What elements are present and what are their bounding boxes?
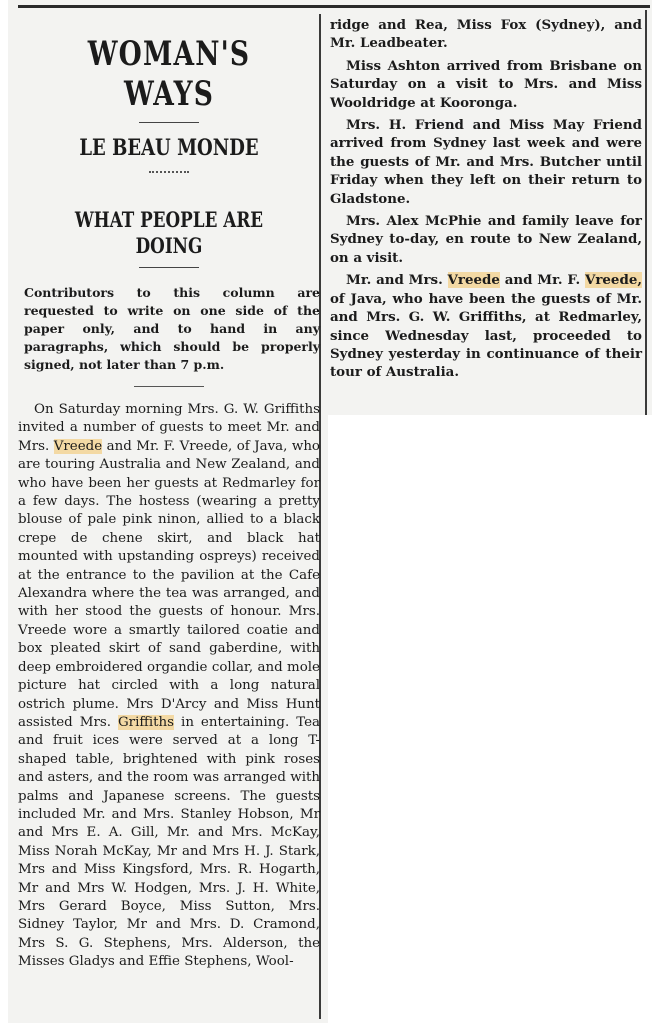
social-note: Mrs. H. Friend and Miss May Friend arrived from Sydney last week and were the guests of Mr. and Mrs. Butcher until Friday when they left on their return to Gladstone. (330, 117, 642, 207)
paragraph-text: of Java, who have been the guests of Mr. and Mrs. G. W. Griffiths, at Redmarley, since Wednesday last, proceeded to Sydney yesterday in continuance of their tour of Australia. (330, 290, 642, 381)
paragraph-text: and Mr. F. Vreede, of Java, who are touring Australia and New Zealand, and who have been her guests at Redmarley for a few days. The hostess (wearing a pretty blouse of pale pink ninon, allied to a black crepe de chene skirt, and black hat mounted with upstanding ospreys) received at the entrance to the pavilion at the Cafe Alexandra where the tea was arranged, and with her stood the guests of honour. Mrs. Vreede wore a smartly tailored coatie and box pleated skirt of sand gaberdine, with deep embroidered organdie collar, and mole picture hat circled with a long natural ostrich plume. Mrs D'Arcy and Miss Hunt assisted Mrs. (18, 438, 320, 730)
contributors-notice: Contributors to this column are requested to write on one side of the paper only, and to hand in any paragraphs, which should be properly signed, not later than 7 p.m. (24, 285, 320, 372)
highlighted-term: Vreede (53, 438, 103, 454)
social-note: Mrs. Alex McPhie and family leave for Sydney to-day, en route to New Zealand, on a visit. (330, 213, 642, 266)
social-note (330, 271, 642, 381)
heading-rule (139, 122, 199, 123)
blank-area (328, 415, 652, 1023)
top-rule (18, 5, 650, 8)
paragraph-text: and Mr. F. (499, 272, 585, 289)
heading-main: WOMAN'S WAYS (87, 34, 251, 114)
heading-rule-2 (139, 267, 199, 268)
paragraph-text: in entertaining. Tea and fruit ices were served at a long T-shaped table, brightened with pink roses and asters, and the room was arranged with palms and Japanese screens. The guests included Mr. and Mrs. Stanley Hobson, Mr and Mrs E. A. Gill, Mr. and Mrs. McKay, Miss Norah McKay, Mr and Mrs H. J. Stark, Mrs and Miss Kingsford, Mrs. R. Hogarth, Mr and Mrs W. Hodgen, Mrs. J. H. White, Mrs Gerard Boyce, Miss Sutton, Mrs. Sidney Taylor, Mr and Mrs. D. Cramond, Mrs S. G. Stephens, Mrs. Alderson, the Misses Gladys and Effie Stephens, Wool- (18, 714, 320, 970)
article-paragraph (18, 401, 320, 972)
left-column (18, 24, 320, 972)
right-column-edge (645, 10, 647, 415)
notice-rule (134, 386, 204, 387)
social-note: Miss Ashton arrived from Brisbane on Saturday on a visit to Mrs. and Miss Wooldridge at Kooronga. (330, 57, 642, 111)
right-column (330, 16, 642, 386)
highlighted-term: Vreede, (584, 272, 642, 289)
paragraph-text: On Saturday morning Mrs. G. W. Griffiths invited a number of guests to meet Mr. and Mrs. (18, 402, 320, 454)
highlighted-term: Vreede (447, 272, 500, 289)
continued-paragraph: ridge and Rea, Miss Fox (Sydney), and Mr. Leadbeater. (330, 17, 642, 52)
paragraph-text: Mr. and Mrs. (346, 272, 448, 289)
highlighted-term: Griffiths (117, 714, 175, 730)
heading-third: WHAT PEOPLE ARE DOING (74, 207, 264, 258)
heading-ornament (149, 171, 189, 173)
heading-sub: LE BEAU MONDE (79, 135, 259, 161)
